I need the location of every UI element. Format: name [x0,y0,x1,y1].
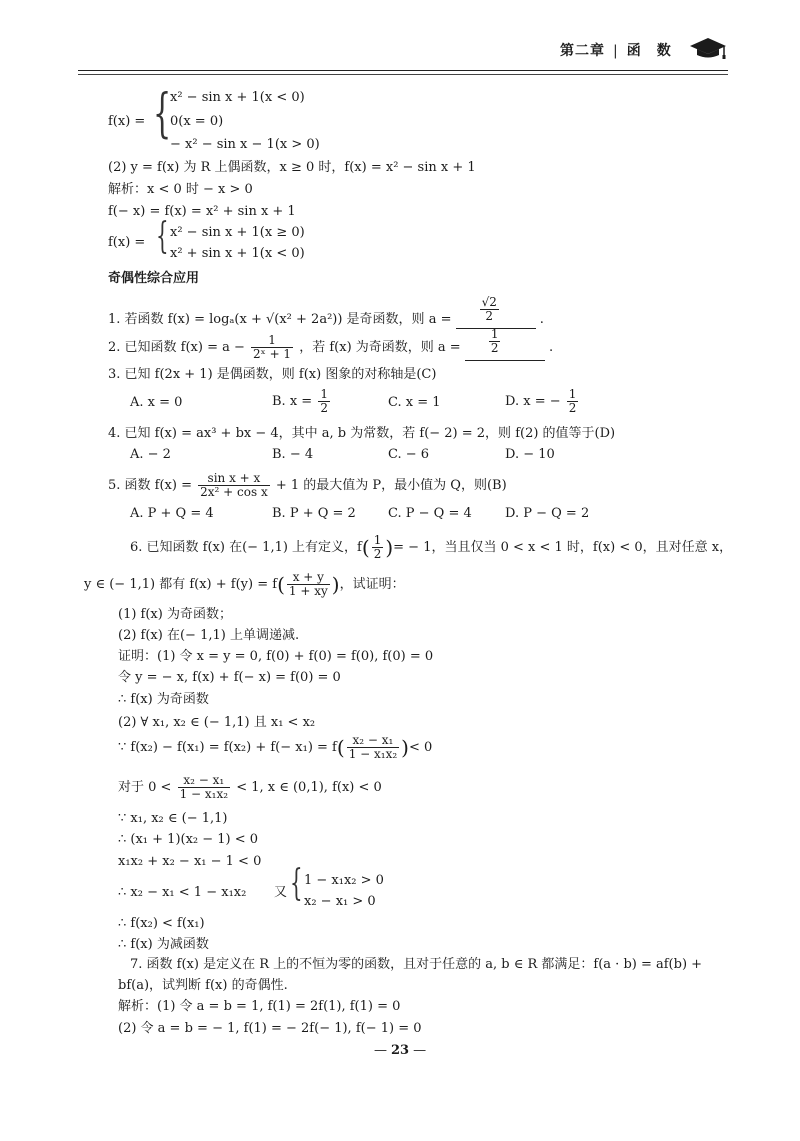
fraction-denominator: 2 [568,401,577,415]
text-line: ∴ f(x) 为奇函数 [118,692,209,707]
option-text: D. x = − [505,394,561,409]
condition-case: x₂ − x₁ > 0 [304,894,376,909]
text-line: ∴ f(x₂) < f(x₁) [118,916,205,931]
piecewise-case: − x² − sin x − 1(x > 0) [170,137,320,152]
paren: ) [331,572,340,597]
text-line: ∴ x₂ − x₁ < 1 − x₁x₂ [118,885,247,900]
text-line: 解析：(1) 令 a = b = 1, f(1) = 2f(1), f(1) = 0 [118,999,401,1014]
header-rule-thin [78,74,728,75]
left-brace: { [290,863,303,904]
option-d: D. − 10 [505,447,555,462]
page-number-value: 23 [391,1043,410,1058]
text-line: ∴ (x₁ + 1)(x₂ − 1) < 0 [118,832,259,847]
fraction [347,734,399,761]
paren: ( [361,535,370,560]
proof-text: < 0 [408,740,433,755]
fraction-denominator: 1 − x₁x₂ [179,787,229,801]
fraction-denominator: 1 + xy [288,584,328,598]
fraction [251,334,293,361]
question-text: 6. 已知函数 f(x) 在(− 1,1) 上有定义，f [130,540,362,555]
option-c: C. P − Q = 4 [388,506,472,521]
question-7-line2: bf(a)，试判断 f(x) 的奇偶性. [118,978,288,993]
text-line: (2) y = f(x) 为 R 上偶函数，x ≥ 0 时，f(x) = x² − sin x + 1 [108,160,476,175]
text-line: (1) f(x) 为奇函数； [118,607,232,622]
fraction-numerator: 1 [568,387,577,401]
question-3: 3. 已知 f(2x + 1) 是偶函数，则 f(x) 图象的对称轴是(C) [108,367,437,382]
fraction-denominator: 2 [485,309,494,323]
answer-blank [465,327,545,361]
fraction-numerator: x₂ − x₁ [347,734,399,748]
header-rule-thick [78,70,728,71]
piecewise-case: x² − sin x + 1(x ≥ 0) [170,225,305,240]
piecewise-case: x² − sin x + 1(x < 0) [170,90,305,105]
fraction-denominator: 1 − x₁x₂ [348,747,398,761]
fraction-numerator: x₂ − x₁ [178,774,230,788]
paren: ( [277,572,285,597]
section-title: 奇偶性综合应用 [108,271,200,286]
text-line: ∵ x₁, x₂ ∈ (− 1,1) [118,811,228,826]
option-c: C. − 6 [388,447,430,462]
text-line: (2) 令 a = b = − 1, f(1) = − 2f(− 1), f(− 1) = 0 [118,1021,422,1036]
left-brace: { [153,84,172,144]
text-line: ∴ f(x) 为减函数 [118,937,209,952]
fraction [287,571,330,598]
text-line [118,734,432,761]
option-b [272,388,332,415]
footer-dash: — [413,1043,427,1058]
piecewise-lhs: f(x) = [108,235,146,250]
option-b: B. − 4 [272,447,314,462]
piecewise-lhs: f(x) = [108,114,146,129]
piecewise-case: 0(x = 0) [170,114,224,129]
left-brace: { [156,216,169,257]
option-a: A. P + Q = 4 [130,506,214,521]
question-text: = − 1，当且仅当 0 < x < 1 时，f(x) < 0，且对任意 x， [393,540,733,555]
option-d: D. P − Q = 2 [505,506,590,521]
paren: ( [336,735,345,760]
question-7-line1: 7. 函数 f(x) 是定义在 R 上的不恒为零的函数，且对于任意的 a, b ∈ R 都满足：f(a · b) = af(b) + [130,957,703,972]
fraction [567,388,579,415]
option-c: C. x = 1 [388,395,441,410]
question-text: 5. 函数 f(x) = [108,478,192,493]
fraction [198,472,270,499]
option-a: A. − 2 [130,447,171,462]
piecewise-case: x² + sin x + 1(x < 0) [170,246,305,261]
fraction-numerator: 1 [320,387,328,401]
fraction-numerator: x + y [287,571,330,585]
proof-text: < 1, x ∈ (0,1), f(x) < 0 [236,780,382,795]
answer-fraction [480,296,499,323]
paren: ) [385,535,394,560]
question-6-line2 [84,571,405,598]
text-line: (2) ∀ x₁, x₂ ∈ (− 1,1) 且 x₁ < x₂ [118,715,316,730]
fraction-denominator: 2 [490,341,499,355]
answer-blank [456,295,536,329]
period: . [539,312,544,327]
fraction-numerator: sin x + x [198,472,270,486]
fraction-numerator: 1 [490,327,499,341]
question-text: y ∈ (− 1,1) 都有 f(x) + f(y) = f [84,577,278,592]
text-line: f(− x) = f(x) = x² + sin x + 1 [108,204,296,219]
fraction-numerator: 1 [251,334,293,348]
option-b: B. P + Q = 2 [272,506,356,521]
header-separator: | [613,43,619,59]
question-1 [108,295,544,329]
fraction-denominator: 2 [320,401,328,415]
graduation-cap-icon [688,34,728,60]
answer-fraction [489,328,501,355]
question-4: 4. 已知 f(x) = ax³ + bx − 4，其中 a, b 为常数，若 f(− 2) = 2，则 f(2) 的值等于(D) [108,426,616,441]
period: . [548,340,554,355]
chapter-title: 函 数 [626,43,672,59]
text-line: 又 [274,885,288,900]
question-text: 2. 已知函数 f(x) = a − [108,340,245,355]
text-line: 令 y = − x, f(x) + f(− x) = f(0) = 0 [118,670,341,685]
text-line: 解析：x < 0 时 − x > 0 [108,182,253,197]
chapter-label: 第二章 [560,43,605,59]
question-text: ，试证明： [339,577,405,592]
option-d [505,388,580,415]
fraction [372,534,384,561]
running-header [560,40,672,60]
fraction [178,774,230,801]
question-2 [108,327,554,361]
fraction-denominator: 2x² + cos x [200,485,268,499]
text-line [118,774,382,801]
question-text: 1. 若函数 f(x) = logₐ(x + √(x² + 2a²)) 是奇函数，则 a = [108,312,452,327]
fraction-denominator: 2 [373,547,382,561]
text-line: 证明：(1) 令 x = y = 0, f(0) + f(0) = f(0), f(0) = 0 [118,649,434,664]
proof-text: 对于 0 < [118,780,172,795]
question-text: ，若 f(x) 为奇函数，则 a = [299,340,461,355]
fraction-denominator: 2ˣ + 1 [253,347,292,361]
fraction-numerator: √2 [481,295,497,309]
option-text: B. x = [272,394,313,409]
fraction [318,388,330,415]
footer-dash: — [374,1043,387,1058]
page-number [370,1043,430,1058]
text-line: (2) f(x) 在(− 1,1) 上单调递减. [118,628,300,643]
proof-text: ∵ f(x₂) − f(x₁) = f(x₂) + f(− x₁) = f [118,740,337,755]
question-6-line1 [130,534,732,561]
text-line: x₁x₂ + x₂ − x₁ − 1 < 0 [118,854,262,869]
question-text: + 1 的最大值为 P，最小值为 Q，则(B) [275,478,507,493]
condition-case: 1 − x₁x₂ > 0 [304,873,384,888]
option-a: A. x = 0 [130,395,183,410]
question-5 [108,472,507,499]
fraction-numerator: 1 [373,533,382,547]
paren: ) [401,735,409,760]
